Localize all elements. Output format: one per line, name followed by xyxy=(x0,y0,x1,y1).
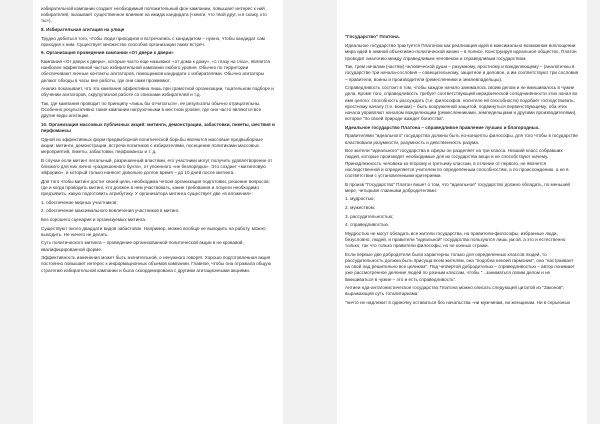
right-page xyxy=(337,0,587,424)
paragraph: Суть политического митинга – проведение организованной политической акции в не кровавой, квалифицированной форме. xyxy=(41,240,244,252)
paragraph: Все жители "идеального" государства в сферы он разделяет на три класса. Низший класс собравших людей, которые производят необходимые для их государства вещи и не способствуют ничему. Принадлежность человека ко второму и третьему классам, в отличие от первого, не является наследственной и определяется учителем по определённым способностям, а по происхождению, а не в соответствии с установленными критериями. xyxy=(345,148,569,179)
paragraph: Справедливость состоит в том, чтобы каждое начало занималось своим делом и не вмешивалось в чужие дела. Кроме того, справедливость требует соответствующей иерархической соподчинённости этих начал во имя целого: способность рассуждать (т.е. философов, носителе ей способности) подобает господствовать; яростному началу (т.е. воинам) – быть вооруженной защитой, подвинуться первенствующему; оба этих начала управляют началом вожделеющим (ремесленниками, земледельцами и другими производителями), которое "по своей природе жаждет богатства". xyxy=(345,85,578,122)
paragraph: Идеальное государство трактуется Платоном как реализация идей в максимально возможном воплощении мира идей в земной объективно-политической жизни – в полисе. Конструируя идеальное общество, Платон проводит аналогию между справедливым человеком и справедливым государством. xyxy=(345,43,577,61)
section-heading: 9. Организация проведения кампании «От двери к двери» xyxy=(41,50,174,56)
paragraph: 3. рассудительностью; xyxy=(345,213,394,219)
paragraph: Так, где кампания проводит по принципу «лишь бы отчитаться», ее результаты обычно отрицательны. Особенно результативно такие кампании нагрузочными в местном уровне, где они часто являются все другие виды агитации. xyxy=(41,100,262,119)
paragraph: "ничто не надлежит в одиночку оставаться без начальства –ни мужчинам, ни женщинам. Ни в серьезных xyxy=(345,299,571,305)
paragraph: Мудростью не могут обладать все жители государства, но правители-философы, избранные люди, безусловно, людей, и правители "идеальной" государства пользуются лишь ум.ой. а это и естественно только, так что только правители философы, но не конных стражи. xyxy=(345,230,566,249)
left-page xyxy=(33,0,283,424)
left-page-body xyxy=(41,6,275,274)
paragraph: 2. обеспечение максимального вовлечения участников в митинг. xyxy=(41,208,180,214)
paragraph: Одной из эффективных форм предвыборной политической борьбы являются массовые предвыборные акции: митинги, демонстрации, встречи политиков с избирателями, посещение политиками массовых мероприятий, пикеты, забастовки, перфомансы и т. д. xyxy=(41,136,263,155)
paragraph: 1. обеспечение мирных участников; xyxy=(41,199,118,205)
document-title: "Государство" Платона. xyxy=(345,34,400,39)
paragraph: Эффективность изменения может быть значительной, о ненужного говорят. Хорошо подготовленная акция постоянно повышает интерес к информационных объемов кампании. Главное, чтобы она отражала общую стратегию избирательной кампании и была скоординирована с другими агитационными акциями. xyxy=(41,255,272,273)
paragraph: Для того чтобы митинг достиг своей цели, необходима четкая организация подготовки, решение вопросов: где и когда проводить митинг, кто должен в нем участвовать, какие требования и лозунги необходимо предъявить, какую подготовить атрибутику. У организатора митинга существует две «в вложения»: xyxy=(41,178,270,197)
paragraph: Без хорошего сценария и организуемых митинга. xyxy=(41,216,147,222)
section-heading: 10. Организация массовых публичных акций: митинги, демонстрации, забастовки, пикеты, шествия и перфомансы xyxy=(41,121,275,134)
paragraph: Кампания «От двери к двери», которые часто еще называют «от дома к дому», «с глазу на глаз», является наиболее эффективной частью избирательной кампании любого уровня. Обычно по территории обеспечивают личные контакты агитаторов, помощников кандидата с избирателями. Обычно агитаторы делают обходы в часы вне работы, где они сами проживают. xyxy=(41,58,271,83)
paragraph: Если первые две добродетели были характерны только для определенных классов людей, то рассудительность должна быть присуща всем жителям, она "подобна некоей гармонии", она "настраивает на свой лад решительно все целиком". Под четвертой добродетелью – справедливостью – автор понимает уже рассмотренное деление людей по разным классам, чтобы "...заниматься своим делом и не вмешиваться в чужие – это и есть справедливость". xyxy=(345,251,575,282)
paragraph: избирательной кампании создает необходимый положительный фон кампании, повышает интерес к ней избирателей, оказывает существенное влияние на имидж кандидата («книги, что твой друг, и я скажу, кто ты»). xyxy=(41,6,267,24)
paragraph: Анализ показывает, что эта кампания эффективна лишь при грамотной организации, тщательном подборе и обучении агитаторов, скрупулезной работе со списками избирателей и т.д. xyxy=(41,86,274,98)
right-page-body xyxy=(345,34,579,306)
paragraph: Трудно добиться того, чтобы люди приходили и встречались с кандидатом – нужно, чтобы кандидат сам приходил к ним. Существует множество способов организации таких встреч. xyxy=(41,35,265,47)
paragraph: 1. мудростью; xyxy=(345,196,375,202)
section-heading: 8. Избирательная агитация на улице xyxy=(41,27,125,32)
paragraph: Антиеи нда-антагонистическое государство Платона можно описать следующей цитатой из "Законов", выражающей суть тоталитаризма: xyxy=(345,285,565,297)
paragraph: 4. справедливостью. xyxy=(345,222,390,228)
paragraph: Правителями "идеального" государства должны быть но-концепты философы, для того чтобы в государстве властвовали разумности, разумность и девственность разума. xyxy=(345,133,578,145)
paragraph: 2. мужеством; xyxy=(345,205,376,210)
paragraph: В произв "Государство" Платон пишет о том, что "идеальное" государство должно обладать, по меньшей мере, четырьмя главными добродетелями: xyxy=(345,181,570,193)
paragraph: Так, трем началам (частям) человеческой души – разумному, яростному и вожделеющему – (аналогичны в государстве три начала-сословия – совещательному, защитное и деловое, а им соответствуют три сословия – правители, воины и производители (ремесленники и землевладельцы). xyxy=(345,64,579,82)
paragraph: В случае если митинг легальный, разрешенный властями, его участники могут получить удовлетворение от близкого для них лично «разрешенного бунта», от упоенного «не безпорядка». Это создает «митинговую эйфорию», и который только нанесет довольно долгое время – до 10 дней после митинга. xyxy=(41,157,273,176)
paragraph: Существуют около двадцати видов забастовок. Например, можно вообще не выходить на работу, можно выходить. Не ничего не делать. xyxy=(41,225,266,237)
section-heading: Идеальное государство Платона – справедливое правление лучших и благородных. xyxy=(345,124,540,130)
